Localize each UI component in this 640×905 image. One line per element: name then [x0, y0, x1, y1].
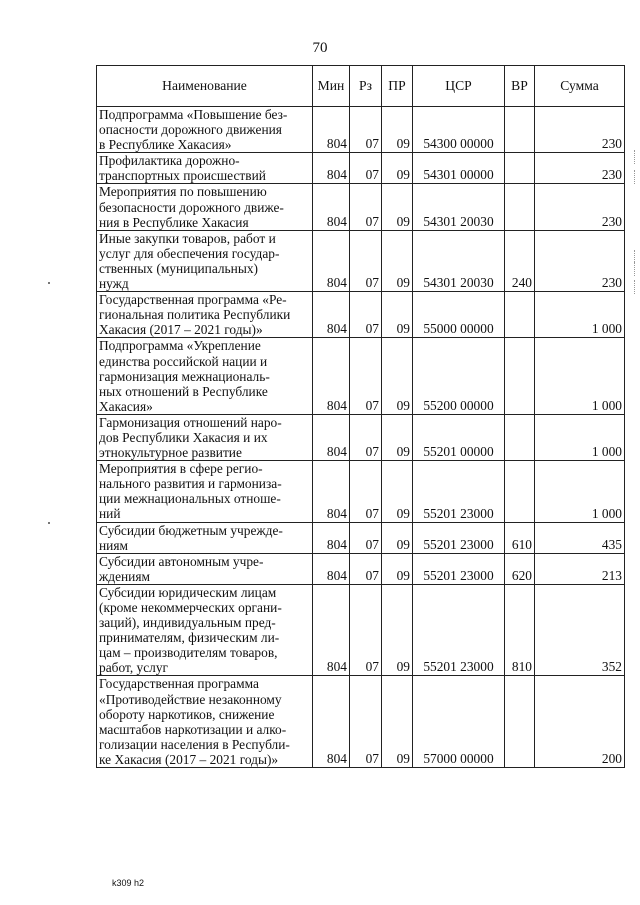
cell-vr: 620 — [505, 553, 535, 584]
table-row — [97, 230, 625, 291]
cell-sum: 1 000 — [535, 338, 625, 414]
cell-min: 804 — [313, 292, 350, 338]
header-csr: ЦСР — [413, 66, 505, 107]
cell-pr: 09 — [382, 676, 413, 768]
cell-rz: 07 — [350, 461, 382, 522]
cell-min: 804 — [313, 230, 350, 291]
table-row — [97, 676, 625, 768]
table-row — [97, 107, 625, 153]
scan-edge-mark — [634, 170, 638, 184]
cell-vr — [505, 414, 535, 460]
footer-mark: k309 h2 — [112, 878, 145, 888]
cell-vr — [505, 184, 535, 230]
scan-dot — [48, 282, 50, 284]
cell-name: Субсидии юридическим лицам (кроме некоммерческих органи- заций), индивидуальным пред- принимателям, физическим ли- цам – производителям товаров, работ, услуг — [97, 584, 313, 676]
cell-rz: 07 — [350, 292, 382, 338]
cell-pr: 09 — [382, 461, 413, 522]
cell-min: 804 — [313, 338, 350, 414]
table-row — [97, 522, 625, 553]
cell-rz: 07 — [350, 414, 382, 460]
cell-rz: 07 — [350, 107, 382, 153]
cell-pr: 09 — [382, 230, 413, 291]
cell-sum: 230 — [535, 230, 625, 291]
cell-pr: 09 — [382, 414, 413, 460]
cell-vr — [505, 676, 535, 768]
cell-vr — [505, 461, 535, 522]
cell-min: 804 — [313, 184, 350, 230]
cell-name: Мероприятия в сфере регио- нального развития и гармониза- ции межнациональных отноше- ний — [97, 461, 313, 522]
cell-vr — [505, 107, 535, 153]
cell-sum: 230 — [535, 153, 625, 184]
cell-sum: 213 — [535, 553, 625, 584]
scan-edge-mark — [634, 150, 638, 164]
table-row — [97, 338, 625, 414]
cell-name: Субсидии автономным учре- ждениям — [97, 553, 313, 584]
cell-rz: 07 — [350, 522, 382, 553]
cell-pr: 09 — [382, 338, 413, 414]
table-row — [97, 414, 625, 460]
cell-min: 804 — [313, 553, 350, 584]
cell-sum: 1 000 — [535, 414, 625, 460]
cell-name: Субсидии бюджетным учрежде- ниям — [97, 522, 313, 553]
header-vr: ВР — [505, 66, 535, 107]
cell-sum: 230 — [535, 107, 625, 153]
cell-rz: 07 — [350, 553, 382, 584]
cell-name: Государственная программа «Ре- гиональная политика Республики Хакасия (2017 – 2021 годы)» — [97, 292, 313, 338]
cell-vr — [505, 292, 535, 338]
scan-edge-mark — [634, 280, 638, 294]
cell-name: Государственная программа «Противодействие незаконному обороту наркотиков, снижение масштабов наркотизации и алко- голизации населения в Республи- ке Хакасия (2017 – 2021 годы)» — [97, 676, 313, 768]
cell-csr: 55201 23000 — [413, 522, 505, 553]
cell-csr: 55201 23000 — [413, 461, 505, 522]
cell-name: Профилактика дорожно- транспортных происшествий — [97, 153, 313, 184]
cell-rz: 07 — [350, 338, 382, 414]
cell-min: 804 — [313, 153, 350, 184]
cell-sum: 352 — [535, 584, 625, 676]
cell-csr: 55201 23000 — [413, 584, 505, 676]
header-name: Наименование — [97, 66, 313, 107]
cell-sum: 1 000 — [535, 461, 625, 522]
cell-min: 804 — [313, 107, 350, 153]
cell-pr: 09 — [382, 553, 413, 584]
scan-edge-mark — [634, 262, 638, 276]
table-row — [97, 584, 625, 676]
cell-name: Иные закупки товаров, работ и услуг для обеспечения государ- ственных (муниципальных) нужд — [97, 230, 313, 291]
cell-name: Подпрограмма «Повышение без- опасности дорожного движения в Республике Хакасия» — [97, 107, 313, 153]
cell-vr: 240 — [505, 230, 535, 291]
cell-rz: 07 — [350, 153, 382, 184]
header-min: Мин — [313, 66, 350, 107]
cell-rz: 07 — [350, 230, 382, 291]
cell-csr: 57000 00000 — [413, 676, 505, 768]
cell-vr: 610 — [505, 522, 535, 553]
cell-pr: 09 — [382, 153, 413, 184]
cell-min: 804 — [313, 584, 350, 676]
cell-min: 804 — [313, 461, 350, 522]
cell-name: Гармонизация отношений наро- дов Республики Хакасия и их этнокультурное развитие — [97, 414, 313, 460]
cell-csr: 54301 00000 — [413, 153, 505, 184]
cell-rz: 07 — [350, 184, 382, 230]
header-rz: Рз — [350, 66, 382, 107]
cell-pr: 09 — [382, 522, 413, 553]
cell-pr: 09 — [382, 584, 413, 676]
header-row — [97, 66, 625, 107]
cell-rz: 07 — [350, 676, 382, 768]
cell-csr: 55000 00000 — [413, 292, 505, 338]
cell-pr: 09 — [382, 292, 413, 338]
cell-rz: 07 — [350, 584, 382, 676]
budget-table — [96, 65, 625, 768]
table-row — [97, 553, 625, 584]
cell-vr — [505, 338, 535, 414]
cell-name: Мероприятия по повышению безопасности дорожного движе- ния в Республике Хакасия — [97, 184, 313, 230]
table-row — [97, 461, 625, 522]
cell-sum: 200 — [535, 676, 625, 768]
cell-csr: 55200 00000 — [413, 338, 505, 414]
cell-csr: 54300 00000 — [413, 107, 505, 153]
cell-vr — [505, 153, 535, 184]
header-sum: Сумма — [535, 66, 625, 107]
cell-csr: 54301 20030 — [413, 184, 505, 230]
page-number: 70 — [312, 40, 328, 56]
cell-name: Подпрограмма «Укрепление единства российской нации и гармонизация межнациональ- ных отношений в Республике Хакасия» — [97, 338, 313, 414]
cell-pr: 09 — [382, 184, 413, 230]
table-header — [97, 66, 625, 107]
cell-sum: 1 000 — [535, 292, 625, 338]
cell-csr: 55201 23000 — [413, 553, 505, 584]
cell-csr: 55201 00000 — [413, 414, 505, 460]
table-row — [97, 292, 625, 338]
cell-sum: 230 — [535, 184, 625, 230]
cell-min: 804 — [313, 522, 350, 553]
cell-pr: 09 — [382, 107, 413, 153]
cell-sum: 435 — [535, 522, 625, 553]
cell-vr: 810 — [505, 584, 535, 676]
header-pr: ПР — [382, 66, 413, 107]
cell-min: 804 — [313, 414, 350, 460]
cell-min: 804 — [313, 676, 350, 768]
cell-csr: 54301 20030 — [413, 230, 505, 291]
table-row — [97, 153, 625, 184]
table-body — [97, 107, 625, 768]
scan-dot — [48, 522, 50, 524]
table-row — [97, 184, 625, 230]
